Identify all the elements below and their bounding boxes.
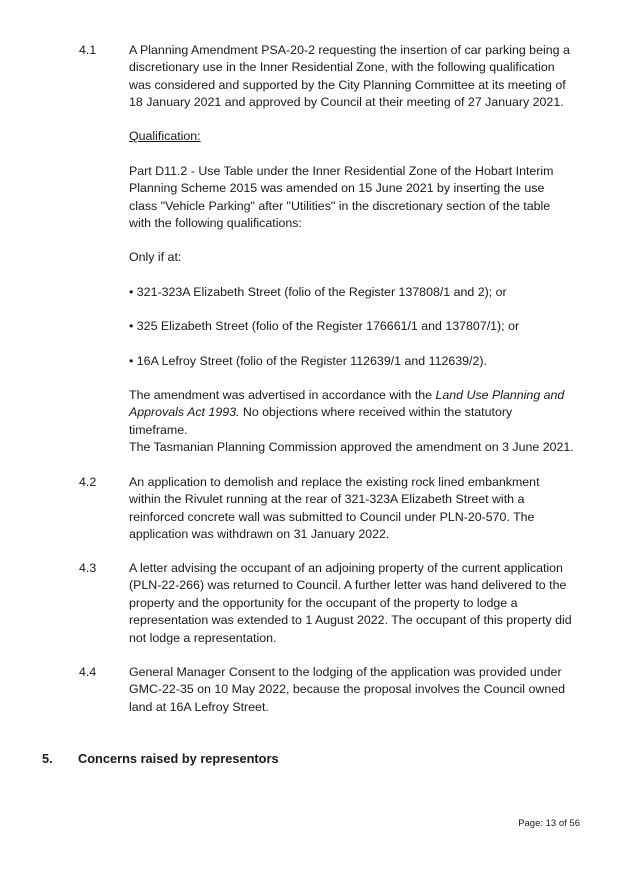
clause-text: A Planning Amendment PSA-20-2 requesting the insertion of car parking being a discretionary use in the Inner Residential Zone, with the following qualification was considered and supported by the City Planning Committee at its meeting of 18 January 2021 and approved by Council at their meeting of 27 January 2021.	[129, 43, 570, 110]
clause-number: 4.2	[79, 475, 97, 489]
advertised-pre: The amendment was advertised in accordance with the	[129, 388, 436, 402]
advertised-text	[129, 387, 574, 439]
bullet-item: • 321-323A Elizabeth Street (folio of the Register 137808/1 and 2); or	[129, 285, 507, 299]
clause-number: 4.1	[79, 43, 97, 57]
only-if-text: Only if at:	[129, 250, 182, 264]
bullet-item: • 16A Lefroy Street (folio of the Register 112639/1 and 112639/2).	[129, 354, 487, 368]
clause-text: A letter advising the occupant of an adjoining property of the current application (PLN-22-266) was returned to Council. A further letter was hand delivered to the property and the opportunity for the occupant of the property to lodge a representation was extended to 1 August 2022. The occupant of this property did not lodge a representation.	[129, 561, 572, 645]
part-d11-text: Part D11.2 - Use Table under the Inner Residential Zone of the Hobart Interim Planning Scheme 2015 was amended on 15 June 2021 by inserting the use class "Vehicle Parking" after "Utilities" in the discretionary section of the table with the following qualifications:	[129, 164, 554, 231]
advertised-post: No objections where received within the statutory timeframe.	[129, 405, 513, 437]
page-number: Page: 13 of 56	[518, 818, 580, 829]
bullet-item: • 325 Elizabeth Street (folio of the Register 176661/1 and 137807/1); or	[129, 319, 520, 333]
clause-number: 4.4	[79, 665, 97, 679]
clause-number: 4.3	[79, 561, 97, 575]
section-number: 5.	[42, 751, 53, 766]
clause-text: General Manager Consent to the lodging of the application was provided under GMC-22-35 on 10 May 2022, because the proposal involves the Council owned land at 16A Lefroy Street.	[129, 665, 565, 714]
qualification-heading: Qualification:	[129, 129, 201, 143]
approved-text: The Tasmanian Planning Commission approved the amendment on 3 June 2021.	[129, 440, 574, 454]
act-name: Land Use Planning and Approvals Act 1993.	[129, 388, 565, 420]
clause-text: An application to demolish and replace the existing rock lined embankment within the Rivulet running at the rear of 321-323A Elizabeth Street with a reinforced concrete wall was submitted to Council under PLN-20-570. The application was withdrawn on 31 January 2022.	[129, 475, 540, 542]
section-title: Concerns raised by representors	[78, 751, 279, 766]
